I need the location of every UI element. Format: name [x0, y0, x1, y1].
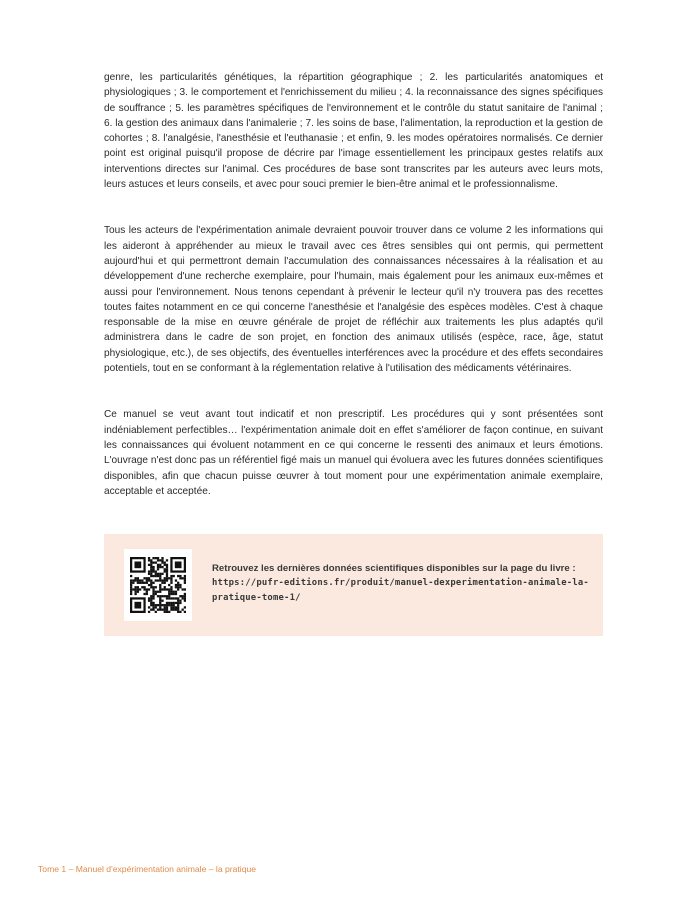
qr-code-graphic: [130, 557, 186, 613]
book-page-link[interactable]: https://pufr-editions.fr/produit/manuel-dexperimentation-animale-la-pratique-tome-1/: [212, 578, 589, 604]
main-text: [104, 70, 603, 499]
running-footer: Tome 1 – Manuel d'expérimentation animale – la pratique: [38, 864, 257, 874]
resources-callout: [104, 534, 603, 636]
callout-message: Retrouvez les dernières données scientifiques disponibles sur la page du livre :: [212, 563, 576, 574]
paragraph-3: Ce manuel se veut avant tout indicatif et non prescriptif. Les procédures qui y sont présentées sont indéniablement perfectibles… l'expérimentation animale doit en effet s'améliorer de façon continue, en suivant les connaissances qui évoluent notamment en ce qui concerne le ressenti des animaux et leurs émotions. L'ouvrage n'est donc pas un référentiel figé mais un manuel qui évoluera avec les futures données scientifiques disponibles, afin que chacun puisse œuvrer à tout moment pour une expérimentation animale exemplaire, acceptable et acceptée.: [104, 409, 603, 497]
callout-text: [212, 561, 592, 607]
paragraph-2: Tous les acteurs de l'expérimentation animale devraient pouvoir trouver dans ce volume 2 les informations qui les aideront à appréhender au mieux le travail avec ces êtres sensibles qui ont permis, qui permettent aujourd'hui et qui permettront demain l'accumulation des connaissances nécessaires à la réalisation et au développement d'une recherche exemplaire, pour l'humain, mais également pour les animaux eux-mêmes et aussi pour l'environnement. Nous tenons cependant à prévenir le lecteur qu'il n'y trouvera pas des recettes toutes faites notamment en ce qui concerne l'anesthésie et l'analgésie des espèces modèles. C'est à chaque responsable de la mise en œuvre générale de projet de réfléchir aux traitements les plus adaptés qu'il administrera dans le cadre de son projet, en fonction des animaux utilisés (espèce, race, âge, statut physiologique, etc.), de ses objectifs, des éventuelles interférences avec la procédure et des effets secondaires potentiels, tout en se conformant à la réglementation relative à l'utilisation des médicaments vétérinaires.: [104, 225, 603, 375]
paragraph-1: genre, les particularités génétiques, la répartition géographique ; 2. les particularités anatomiques et physiologiques ; 3. le comportement et l'enrichissement du milieu ; 4. la reconnaissance des signes spécifiques de souffrance ; 5. les paramètres spécifiques de l'environnement et le contrôle du statut sanitaire de l'animal ; 6. la gestion des animaux dans l'animalerie ; 7. les soins de base, l'alimentation, la reproduction et la gestion de cohortes ; 8. l'analgésie, l'anesthésie et l'euthanasie ; et enfin, 9. les modes opératoires normalisés. Ce dernier point est original puisqu'il propose de décrire par l'image essentiellement les principaux gestes relatifs aux interventions directes sur l'animal. Ces procédures de base sont transcrites par les auteurs avec leurs mots, leurs astuces et leurs conseils, et avec pour souci premier le bien-être animal et le professionnalisme.: [104, 72, 603, 191]
qr-code-icon[interactable]: [124, 549, 192, 621]
